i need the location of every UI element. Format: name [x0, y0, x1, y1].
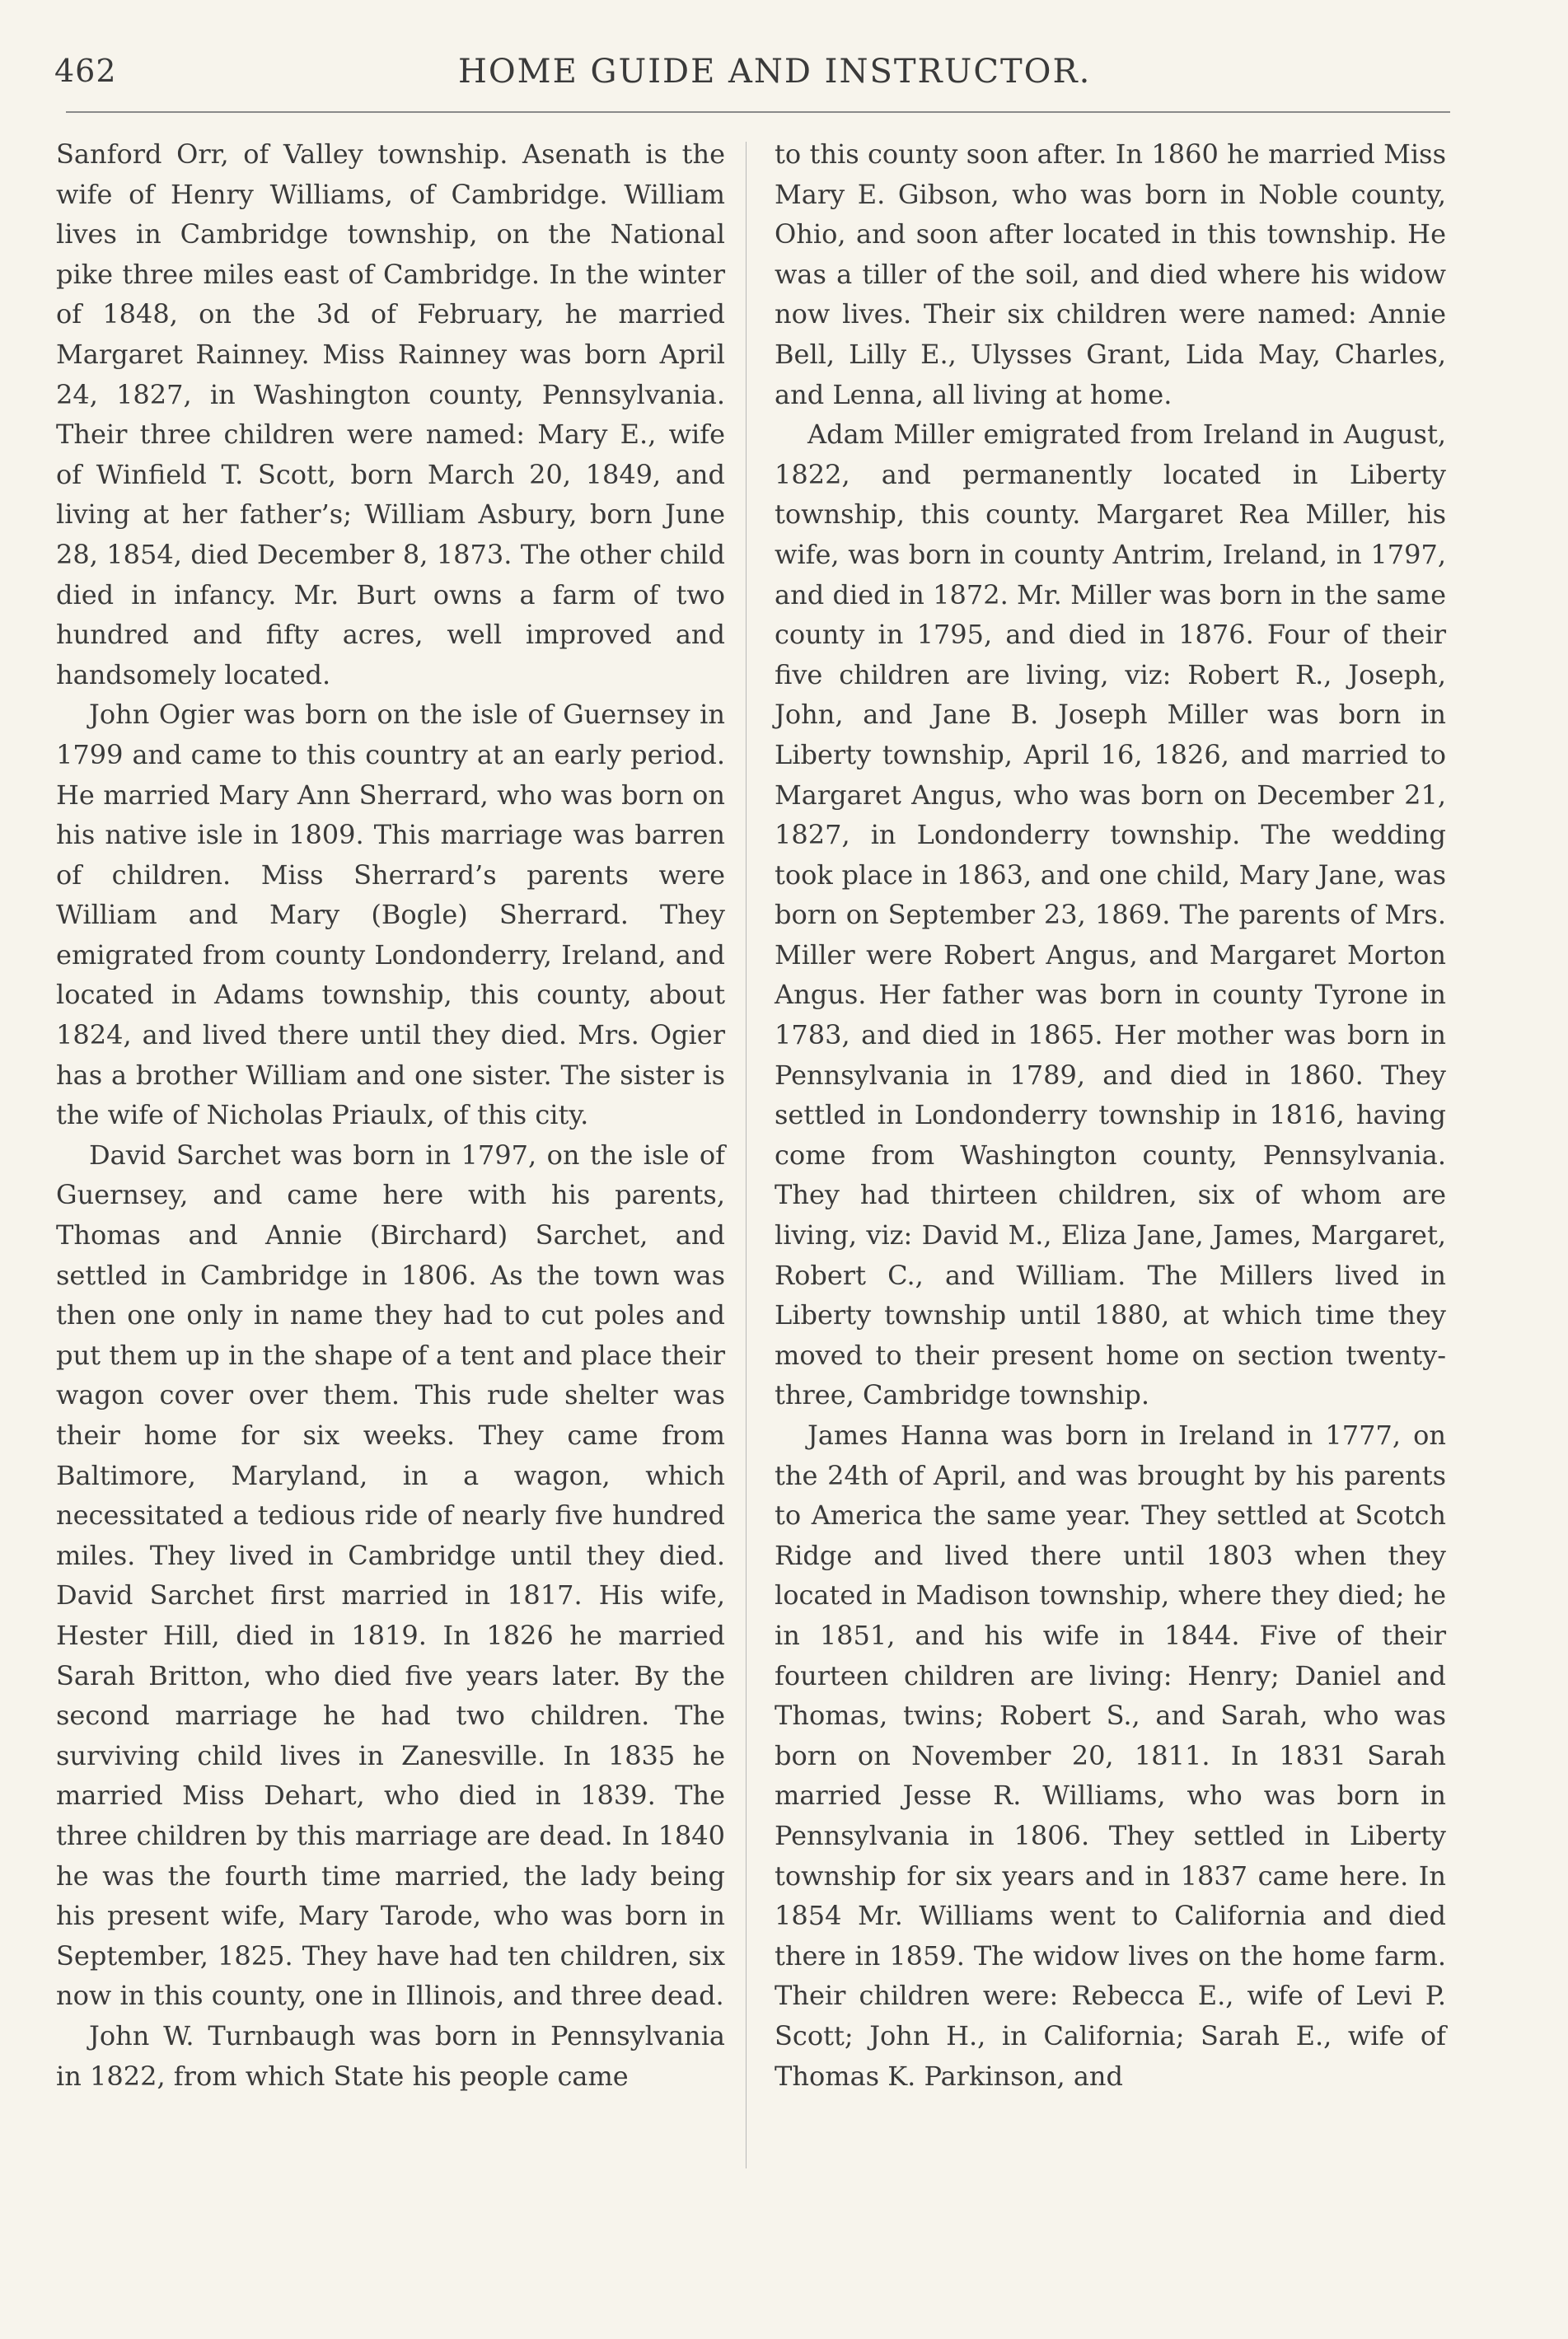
- page-header: [54, 53, 1447, 102]
- page-number: 462: [54, 53, 117, 89]
- paragraph-john-ogier: John Ogier was born on the isle of Guernsey in 1799 and came to this country at an early period. He married Mary Ann Sherrard, who was born on his native isle in 1809. This marriage was barren of children. Miss Sherrard’s parents were William and Mary (Bogle) Sherrard. They emigrated from county Londonderry, Ireland, and located in Adams township, this county, about 1824, and lived there until they died. Mrs. Ogier has a brother William and one sister. The sister is the wife of Nicholas Priaulx, of this city.: [56, 699, 725, 1131]
- paragraph-david-sarchet: David Sarchet was born in 1797, on the isle of Guernsey, and came here with his parents, Thomas and Annie (Birchard) Sarchet, and settled in Cambridge in 1806. As the town was then one only in name they had to cut poles and put them up in the shape of a tent and place their wagon cover over them. This rude shelter was their home for six weeks. They came from Baltimore, Maryland, in a wagon, which necessitated a tedious ride of nearly five hundred miles. They lived in Cambridge until they died. David Sarchet first married in 1817. His wife, Hester Hill, died in 1819. In 1826 he married Sarah Britton, who died five years later. By the second marriage he had two children. The surviving child lives in Zanesville. In 1835 he married Miss Dehart, who died in 1839. The three children by this marriage are dead. In 1840 he was the fourth time married, the lady being his present wife, Mary Tarode, who was born in September, 1825. They have had ten children, six now in this county, one in Illinois, and three dead.: [56, 1139, 725, 2012]
- running-title: HOME GUIDE AND INSTRUCTOR.: [458, 53, 1092, 91]
- paragraph-john-turnbaugh: John W. Turnbaugh was born in Pennsylvania in 1822, from which State his people came: [56, 2019, 725, 2092]
- left-column: [56, 134, 725, 2096]
- right-column: [775, 134, 1446, 2096]
- paragraph-turnbaugh-continued: to this county soon after. In 1860 he married Miss Mary E. Gibson, who was born in Noble county, Ohio, and soon after located in this township. He was a tiller of the soil, and died where his widow now lives. Their six children were named: Annie Bell, Lilly E., Ulysses Grant, Lida May, Charles, and Lenna, all living at home.: [775, 138, 1446, 410]
- header-rule: [66, 111, 1450, 113]
- paragraph-burt-family: Sanford Orr, of Valley township. Asenath is the wife of Henry Williams, of Cambridge. William lives in Cambridge township, on the National pike three miles east of Cambridge. In the winter of 1848, on the 3d of February, he married Margaret Rainney. Miss Rainney was born April 24, 1827, in Washington county, Pennsylvania. Their three children were named: Mary E., wife of Winfield T. Scott, born March 20, 1849, and living at her father’s; William Asbury, born June 28, 1854, died December 8, 1873. The other child died in infancy. Mr. Burt owns a farm of two hundred and fifty acres, well improved and handsomely located.: [56, 138, 725, 690]
- paragraph-james-hanna: James Hanna was born in Ireland in 1777, on the 24th of April, and was brought by his parents to America the same year. They settled at Scotch Ridge and lived there until 1803 when they located in Madison township, where they died; he in 1851, and his wife in 1844. Five of their fourteen children are living: Henry; Daniel and Thomas, twins; Robert S., and Sarah, who was born on November 20, 1811. In 1831 Sarah married Jesse R. Williams, who was born in Pennsylvania in 1806. They settled in Liberty township for six years and in 1837 came here. In 1854 Mr. Williams went to California and died there in 1859. The widow lives on the home farm. Their children were: Rebecca E., wife of Levi P. Scott; John H., in California; Sarah E., wife of Thomas K. Parkinson, and: [775, 1420, 1446, 2092]
- paragraph-adam-miller: Adam Miller emigrated from Ireland in August, 1822, and permanently located in Liberty township, this county. Margaret Rea Miller, his wife, was born in county Antrim, Ireland, in 1797, and died in 1872. Mr. Miller was born in the same county in 1795, and died in 1876. Four of their five children are living, viz: Robert R., Joseph, John, and Jane B. Joseph Miller was born in Liberty township, April 16, 1826, and married to Margaret Angus, who was born on December 21, 1827, in Londonderry township. The wedding took place in 1863, and one child, Mary Jane, was born on September 23, 1869. The parents of Mrs. Miller were Robert Angus, and Margaret Morton Angus. Her father was born in county Tyrone in 1783, and died in 1865. Her mother was born in Pennsylvania in 1789, and died in 1860. They settled in Londonderry township in 1816, having come from Washington county, Pennsylvania. They had thirteen children, six of whom are living, viz: David M., Eliza Jane, James, Margaret, Robert C., and William. The Millers lived in Liberty township until 1880, at which time they moved to their present home on section twenty-three, Cambridge township.: [775, 419, 1446, 1411]
- column-divider: [746, 142, 747, 2168]
